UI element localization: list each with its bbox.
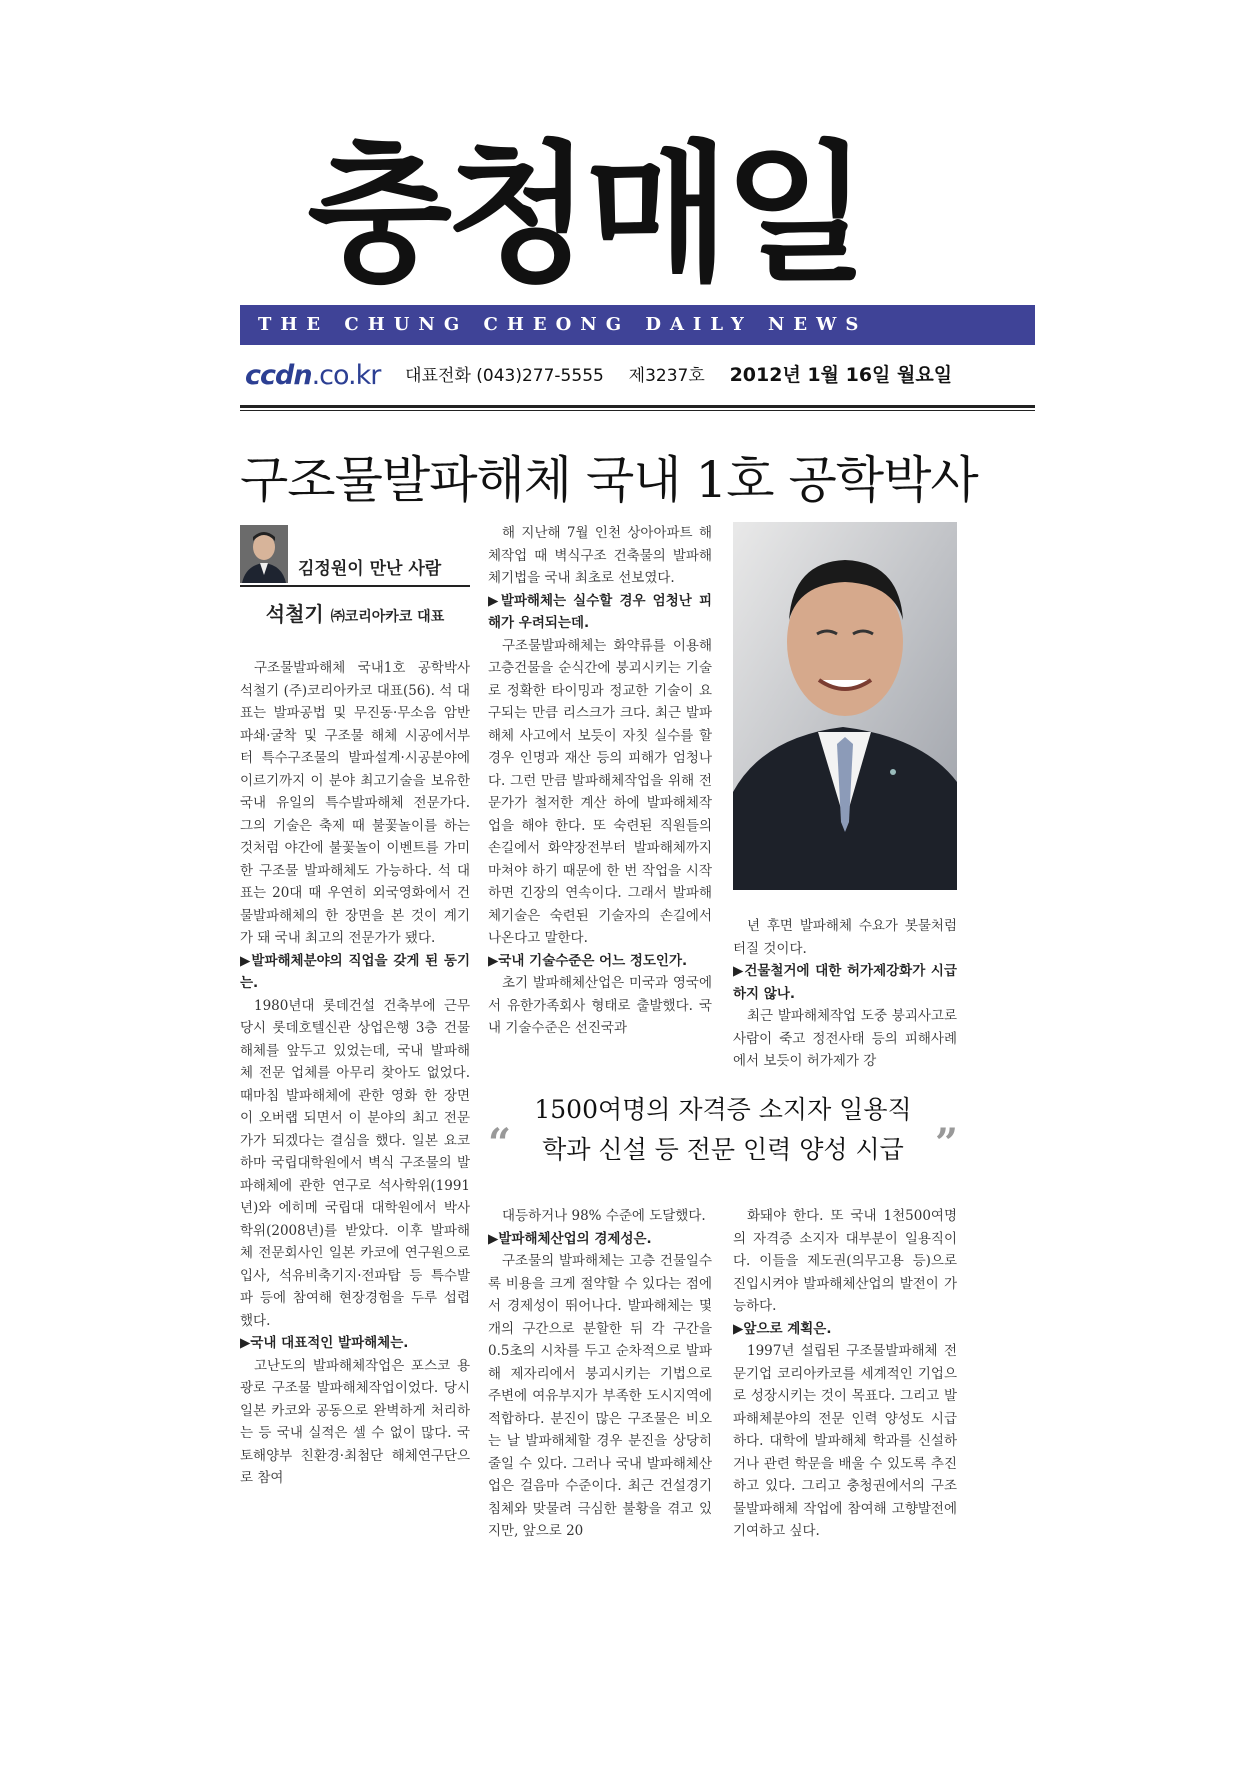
open-quote-icon: “ (488, 1120, 512, 1167)
issue-info-bar (245, 360, 1035, 390)
article-paragraph: 초기 발파해체산업은 미국과 영국에서 유한가족회사 형태로 출발했다. 국내 기술수준은 선진국과 (488, 975, 712, 1036)
article-paragraph: 최근 발파해체작업 도중 붕괴사고로 사람이 죽고 정전사태 등의 피해사례에서 보듯이 허가제가 강 (733, 1008, 957, 1069)
site-logo (245, 360, 380, 391)
article-paragraph: 화돼야 한다. 또 국내 1천500여명의 자격증 소지자 대부분이 일용직이다. 이들을 제도권(의무고용 등)으로 진입시켜야 발파해체산업의 발전이 가능하다. (733, 1208, 957, 1314)
interview-question: ▶국내 기술수준은 어느 정도인가. (488, 952, 688, 969)
issue-number: 제3237호 (628, 366, 705, 386)
interviewee-photo (733, 522, 957, 890)
article-paragraph: 해 지난해 7월 인천 상아아파트 해체작업 때 벽식구조 건축물의 발파해체기법을 국내 최초로 선보였다. (488, 525, 712, 586)
pull-quote-line-2: 학과 신설 등 전문 인력 양성 시급 (542, 1135, 904, 1164)
article-column-3-bottom (733, 1205, 957, 1575)
article-paragraph: 1997년 설립된 구조물발파해체 전문기업 코리아카코를 세계적인 기업으로 성장시키는 것이 목표다. 그리고 발파해체분야의 전문 인력 양성도 시급하다. 대학에 발파해체 학과를 신설하거나 관련 학문을 배울 수 있도록 추진하고 있다. 그리고 충청권에서의 구조물발파해체 작업에 참여해 고향발전에 기여하고 싶다. (733, 1343, 957, 1539)
article-column-1 (240, 657, 470, 1572)
article-column-3-top (733, 915, 957, 1075)
article-paragraph: 대등하거나 98% 수준에 도달했다. (502, 1208, 706, 1224)
masthead-english-subtitle: THE CHUNG CHEONG DAILY NEWS (240, 305, 1035, 345)
site-logo-tld: .co.kr (311, 360, 381, 391)
close-quote-icon: ” (934, 1120, 958, 1167)
interviewee-byline (240, 598, 470, 630)
interviewee-name: 석철기 (265, 602, 324, 626)
article-column-2-top (488, 522, 712, 1072)
article-paragraph: 구조물발파해체는 화약류를 이용해 고층건물을 순식간에 붕괴시키는 기술로 정확한 타이밍과 정교한 기술이 요구되는 만큼 리스크가 크다. 최근 발파해체 사고에서 보듯이 자칫 실수를 할 경우 인명과 재산 등의 피해가 엄청나다. 그런 만큼 발파해체작업을 위해 전문가가 철저한 계산 하에 발파해체작업을 해야 한다. 또 숙련된 직원들의 손길에서 화약장전부터 발파해체까지 마쳐야 하기 때문에 한 번 작업을 시작하면 긴장의 연속이다. 그래서 발파해체기술은 숙련된 기술자의 손길에서 나온다고 말한다. (488, 637, 712, 946)
interviewee-title: ㈜코리아카코 대표 (330, 609, 445, 625)
issue-date: 2012년 1월 16일 월요일 (729, 364, 953, 386)
interview-question: ▶발파해체산업의 경제성은. (488, 1230, 652, 1247)
article-paragraph: 구조물의 발파해체는 고층 건물일수록 비용을 크게 절약할 수 있다는 점에서 경제성이 뛰어나다. 발파해체는 몇 개의 구간으로 분할한 뒤 각 구간을 0.5초의 시차를 두고 순차적으로 발파해 제자리에서 붕괴시키는 기법으로 주변에 여유부지가 부족한 도시지역에 적합하다. 분진이 많은 구조물은 비오는 날 발파해체할 경우 분진을 상당히 줄일 수 있다. 그러나 국내 발파해체산업은 걸음마 수준이다. 최근 건설경기 침체와 맞물려 극심한 불황을 겪고 있지만, 앞으로 20 (488, 1253, 712, 1539)
interview-question: ▶건물철거에 대한 허가제강화가 시급하지 않나. (733, 963, 957, 1002)
article-paragraph: 1980년대 롯데건설 건축부에 근무 당시 롯데호텔신관 상업은행 3층 건물 해체를 앞두고 있었는데, 국내 발파해체 전문 업체를 아무리 찾아도 없었다. 때마침 발파해체에 관한 영화 한 장면이 오버랩 되면서 이 분야의 최고 전문가가 되겠다는 결심을 했다. 일본 요코하마 국립대학원에서 벽식 구조물의 발파해체에 관한 연구로 석사학위(1991년)와 에히메 국립대 대학원에서 박사학위(2008년)를 받았다. 이후 발파해체 전문회사인 일본 카코에 연구원으로 입사, 석유비축기지·전파탑 등 특수발파 등에 참여해 현장경험을 두루 섭렵했다. (240, 997, 470, 1329)
interview-question: ▶발파해체는 실수할 경우 엄청난 피해가 우려되는데. (488, 592, 712, 631)
interview-question: ▶국내 대표적인 발파해체는. (240, 1335, 409, 1351)
newspaper-masthead: 충청매일 (307, 128, 863, 302)
header-divider (240, 405, 1035, 408)
interview-question: ▶앞으로 계획은. (733, 1320, 832, 1337)
article-paragraph: 년 후면 발파해체 수요가 봇물처럼 터질 것이다. (733, 918, 957, 957)
article-paragraph: 구조물발파해체 국내1호 공학박사 석철기 (주)코리아카코 대표(56). 석 대표는 발파공법 및 무진동·무소음 암반파쇄·굴착 및 구조물 해체 시공에서부터 특수구조물의 발파설계·시공분야에 이르기까지 이 분야 최고기술을 보유한 국내 유일의 특수발파해체 전문가다. 그의 기술은 축제 때 불꽃놀이를 하는 것처럼 야간에 불꽃놀이 이벤트를 가미한 구조물 발파해체도 가능하다. 석 대표는 20대 때 우연히 외국영화에서 건물발파해체의 한 장면을 본 것이 계기가 돼 국내 최고의 전문가가 됐다. (240, 660, 470, 946)
pull-quote (488, 1090, 958, 1190)
article-column-2-bottom (488, 1205, 712, 1575)
interview-question: ▶발파해체분야의 직업을 갖게 된 동기는. (240, 952, 470, 991)
site-logo-main: ccdn (245, 360, 312, 391)
article-paragraph: 고난도의 발파해체작업은 포스코 용광로 구조물 발파해체작업이었다. 당시 일본 카코와 공동으로 완벽하게 처리하는 등 국내 실적은 셀 수 없이 많다. 국토해양부 친환경·최첨단 해체연구단으로 참여 (240, 1357, 470, 1486)
header-divider-thin (240, 410, 1035, 411)
reporter-photo (240, 525, 288, 583)
article-headline: 구조물발파해체 국내 1호 공학박사 (240, 451, 978, 509)
phone-number: 대표전화 (043)277-5555 (405, 366, 604, 386)
column-label-rule (240, 585, 470, 587)
column-label: 김정원이 만난 사람 (298, 559, 442, 579)
pull-quote-line-1: 1500여명의 자격증 소지자 일용직 (534, 1095, 912, 1124)
